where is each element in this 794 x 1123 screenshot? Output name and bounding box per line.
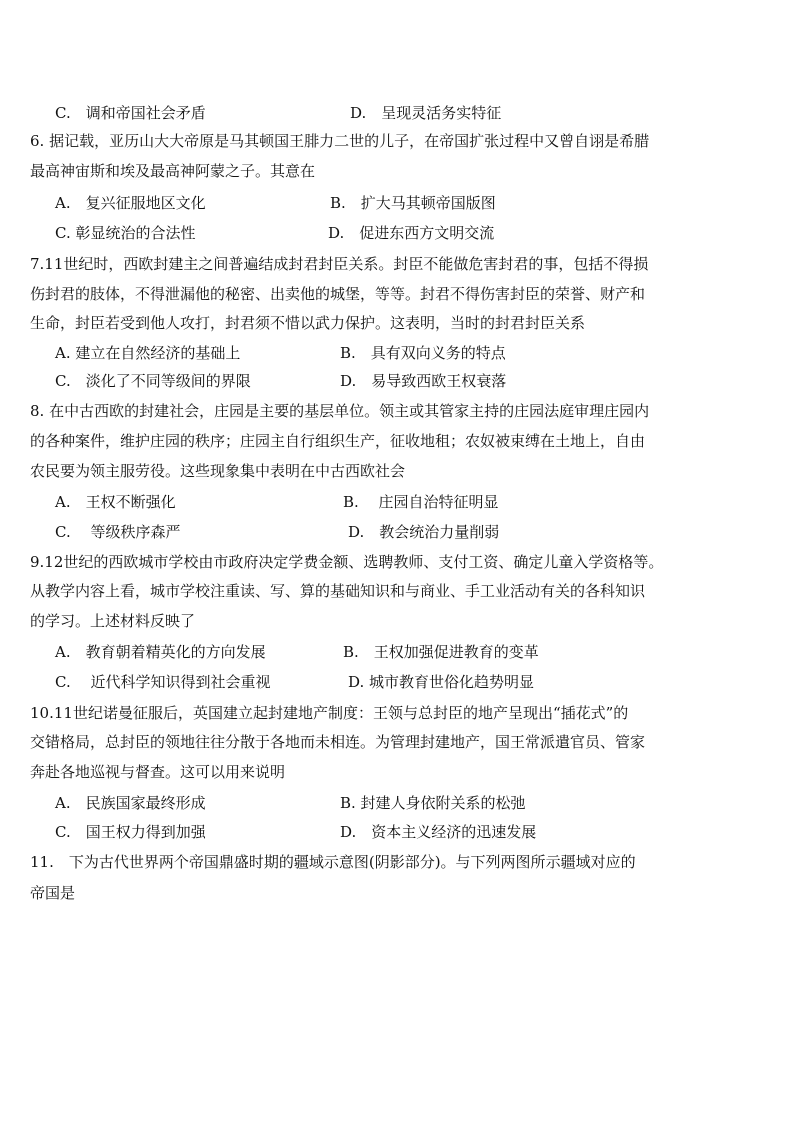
q7-option-b: B. 具有双向义务的特点 xyxy=(340,344,506,362)
q8-stem-line-2: 的各种案件，维护庄园的秩序；庄园主自行组织生产，征收地租；农奴被束缚在土地上，自由 xyxy=(30,432,646,450)
q6-option-d: D. 促进东西方文明交流 xyxy=(328,224,495,242)
q11-stem-line-1: 11. 下为古代世界两个帝国鼎盛时期的疆域示意图(阴影部分)。与下列两图所示疆域对应的 xyxy=(30,853,636,871)
q6-stem-line-2: 最高神宙斯和埃及最高神阿蒙之子。其意在 xyxy=(30,162,316,180)
q7-option-c: C. 淡化了不同等级间的界限 xyxy=(55,372,251,390)
q5-option-c: C. 调和帝国社会矛盾 xyxy=(55,104,206,122)
q8-stem-line-3: 农民要为领主服劳役。这些现象集中表明在中古西欧社会 xyxy=(30,462,406,480)
q6-option-a: A. 复兴征服地区文化 xyxy=(55,194,206,212)
q10-option-c: C. 国王权力得到加强 xyxy=(55,823,206,841)
q9-option-a: A. 教育朝着精英化的方向发展 xyxy=(55,643,266,661)
q9-stem-line-1: 9.12世纪的西欧城市学校由市政府决定学费金额、选聘教师、支付工资、确定儿童入学资格等。 xyxy=(30,553,664,571)
q9-stem-line-2: 从教学内容上看，城市学校注重读、写、算的基础知识和与商业、手工业活动有关的各科知识 xyxy=(30,582,646,600)
q10-stem-line-3: 奔赴各地巡视与督查。这可以用来说明 xyxy=(30,763,286,781)
q6-option-b: B. 扩大马其顿帝国版图 xyxy=(330,194,496,212)
q8-stem-line-1: 8. 在中古西欧的封建社会，庄园是主要的基层单位。领主或其管家主持的庄园法庭审理庄园内 xyxy=(30,402,650,420)
q10-option-a: A. 民族国家最终形成 xyxy=(55,794,206,812)
q6-option-c: C. 彰显统治的合法性 xyxy=(55,224,196,242)
q8-option-b: B. 庄园自治特征明显 xyxy=(343,493,499,511)
q6-stem-line-1: 6. 据记载，亚历山大大帝原是马其顿国王腓力二世的儿子，在帝国扩张过程中又曾自诩是希腊 xyxy=(30,132,650,150)
q9-option-d: D. 城市教育世俗化趋势明显 xyxy=(348,673,535,691)
q7-stem-line-3: 生命，封臣若受到他人攻打，封君须不惜以武力保护。这表明，当时的封君封臣关系 xyxy=(30,314,586,332)
q10-stem-line-2: 交错格局，总封臣的领地往往分散于各地而未相连。为管理封建地产，国王常派遣官员、管家 xyxy=(30,733,646,751)
q10-stem-line-1: 10.11世纪诺曼征服后，英国建立起封建地产制度：王领与总封臣的地产呈现出“插花式”的 xyxy=(30,704,629,722)
q8-option-c: C. 等级秩序森严 xyxy=(55,523,181,541)
q10-option-d: D. 资本主义经济的迅速发展 xyxy=(340,823,537,841)
q9-option-b: B. 王权加强促进教育的变革 xyxy=(343,643,539,661)
q7-option-a: A. 建立在自然经济的基础上 xyxy=(55,344,241,362)
q7-option-d: D. 易导致西欧王权衰落 xyxy=(340,372,507,390)
q8-option-a: A. 王权不断强化 xyxy=(55,493,176,511)
q7-stem-line-1: 7.11世纪时，西欧封建主之间普遍结成封君封臣关系。封臣不能做危害封君的事，包括不得损 xyxy=(30,255,649,273)
q8-option-d: D. 教会统治力量削弱 xyxy=(348,523,500,541)
q11-stem-line-2: 帝国是 xyxy=(30,884,76,902)
q5-option-d: D. 呈现灵活务实特征 xyxy=(350,104,502,122)
q7-stem-line-2: 伤封君的肢体，不得泄漏他的秘密、出卖他的城堡，等等。封君不得伤害封臣的荣誉、财产和 xyxy=(30,285,646,303)
q9-option-c: C. 近代科学知识得到社会重视 xyxy=(55,673,271,691)
q9-stem-line-3: 的学习。上述材料反映了 xyxy=(30,612,196,630)
q10-option-b: B. 封建人身依附关系的松弛 xyxy=(340,794,526,812)
